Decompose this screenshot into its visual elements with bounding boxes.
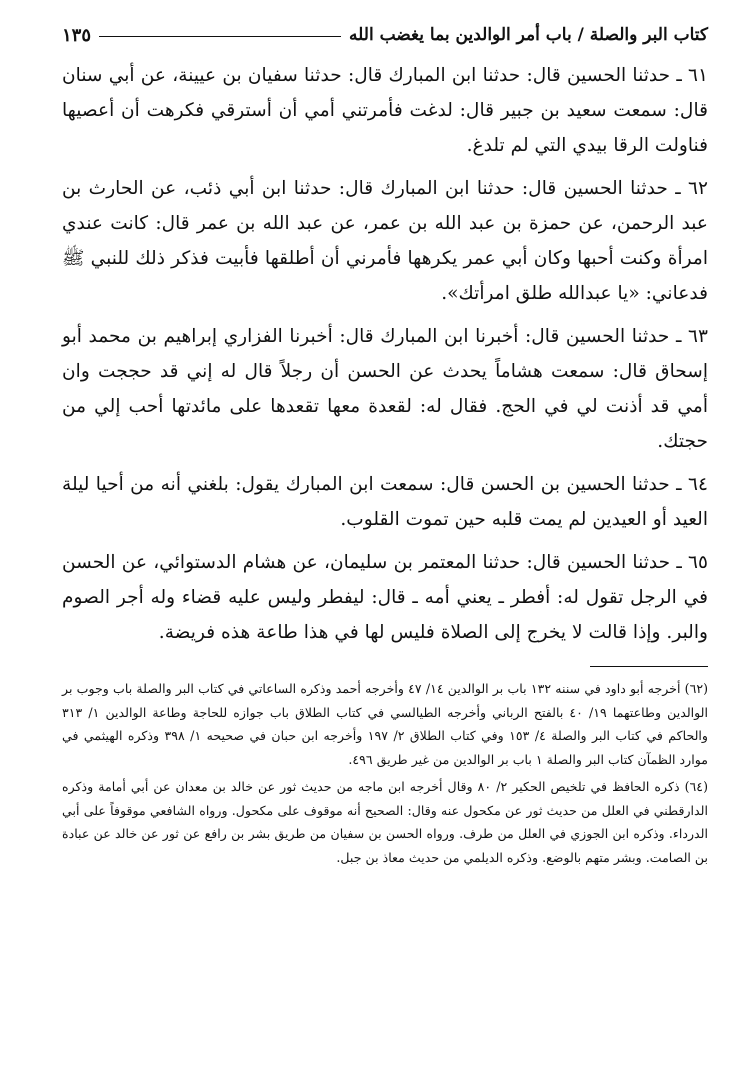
hadith-65: ٦٥ ـ حدثنا الحسين قال: حدثنا المعتمر بن سليمان، عن هشام الدستوائي، عن الحسن في الرجل تقول له: أفطر ـ يعني أمه ـ قال: ليفطر وليس عليه قضاء وله أجر الصوم والبر. وإذا قالت لا يخرج إلى الصلاة فليس لها في هذا طاعة هذه فريضة. [62, 552, 708, 643]
footnote-64: (٦٤) ذكره الحافظ في تلخيص الحكير ٢/ ٨٠ وقال أخرجه ابن ماجه من حديث ثور عن خالد بن معدان عن أبي أمامة وذكره الدارقطني في العلل من حديث ثور عن مكحول عنه وقال: الصحيح أنه موقوف على مكحول. ورواه الشافعي موقوفاً على أبي الدرداء. وذكره ابن الجوزي في العلل من طرف. ورواه الحسن بن سفيان من طريق بشر بن رافع عن ثور عن خالد عن عبادة بن الصامت. وبشر متهم بالوضع. وذكره الديلمي من حديث معاذ بن جبل. [62, 779, 708, 865]
hadith-64: ٦٤ ـ حدثنا الحسين بن الحسن قال: سمعت ابن المبارك يقول: بلغني أنه من أحيا ليلة العيد أو العيدين لم يمت قلبه حين تموت القلوب. [62, 474, 708, 530]
footnote-62: (٦٢) أخرجه أبو داود في سننه ١٣٢ باب بر الوالدين ١٤/ ٤٧ وأخرجه أحمد وذكره الساعاتي في كتاب البر والصلة باب وجوب بر الوالدين وطاعتهما ١٩/ ٤٠ بالفتح الرباني وأخرجه الطيالسي في كتاب الطلاق باب جوازه للحاجة وطاعة الوالدين ١/ ٣١٣ والحاكم في كتاب البر والصلة ٤/ ١٥٣ وفي كتاب الطلاق ٢/ ١٩٧ وأخرجه ابن حبان في صحيحه ١/ ٣٩٨ وذكره الهيثمي في موارد الظمآن كتاب البر والصلة ١ باب بر الوالدين من غير طريق ٤٩٦. [62, 681, 709, 767]
footnote-separator [590, 666, 708, 667]
hadith-63: ٦٣ ـ حدثنا الحسين قال: أخبرنا ابن المبارك قال: أخبرنا الفزاري إبراهيم بن محمد أبو إسحاق قال: سمعت هشاماً يحدث عن الحسن أن رجلاً قال له إني قد حججت وان أمي قد أذنت لي في الحج. فقال له: لقعدة معها تقعدها على مائدتها أحب إلي من حجتك. [62, 326, 708, 452]
page-number: ١٣٥ [62, 24, 92, 46]
running-head-title: كتاب البر والصلة / باب أمر الوالدين بما يغضب الله [349, 25, 708, 45]
running-head [62, 18, 708, 52]
hadith-62: ٦٢ ـ حدثنا الحسين قال: حدثنا ابن المبارك قال: حدثنا ابن أبي ذئب، عن الحارث بن عبد الرحمن، عن حمزة بن عبد الله بن عمر، عن عبد الله بن عمر قال: كانت عندي امرأة وكنت أحبها وكان أبي عمر يكرهها فأمرني أن أطلقها فأبيت فذكر ذلك للنبي ﷺ فدعاني: «يا عبدالله طلق امرأتك». [62, 178, 708, 304]
hadith-61: ٦١ ـ حدثنا الحسين قال: حدثنا ابن المبارك قال: حدثنا سفيان بن عيينة، عن أبي سنان قال: سمعت سعيد بن جبير قال: لدغت فأمرتني أمي أن أسترقي فكرهت أن أعصيها فناولت الرقا بيدي التي لم تلدغ. [62, 65, 708, 156]
running-head-rule [99, 36, 341, 37]
